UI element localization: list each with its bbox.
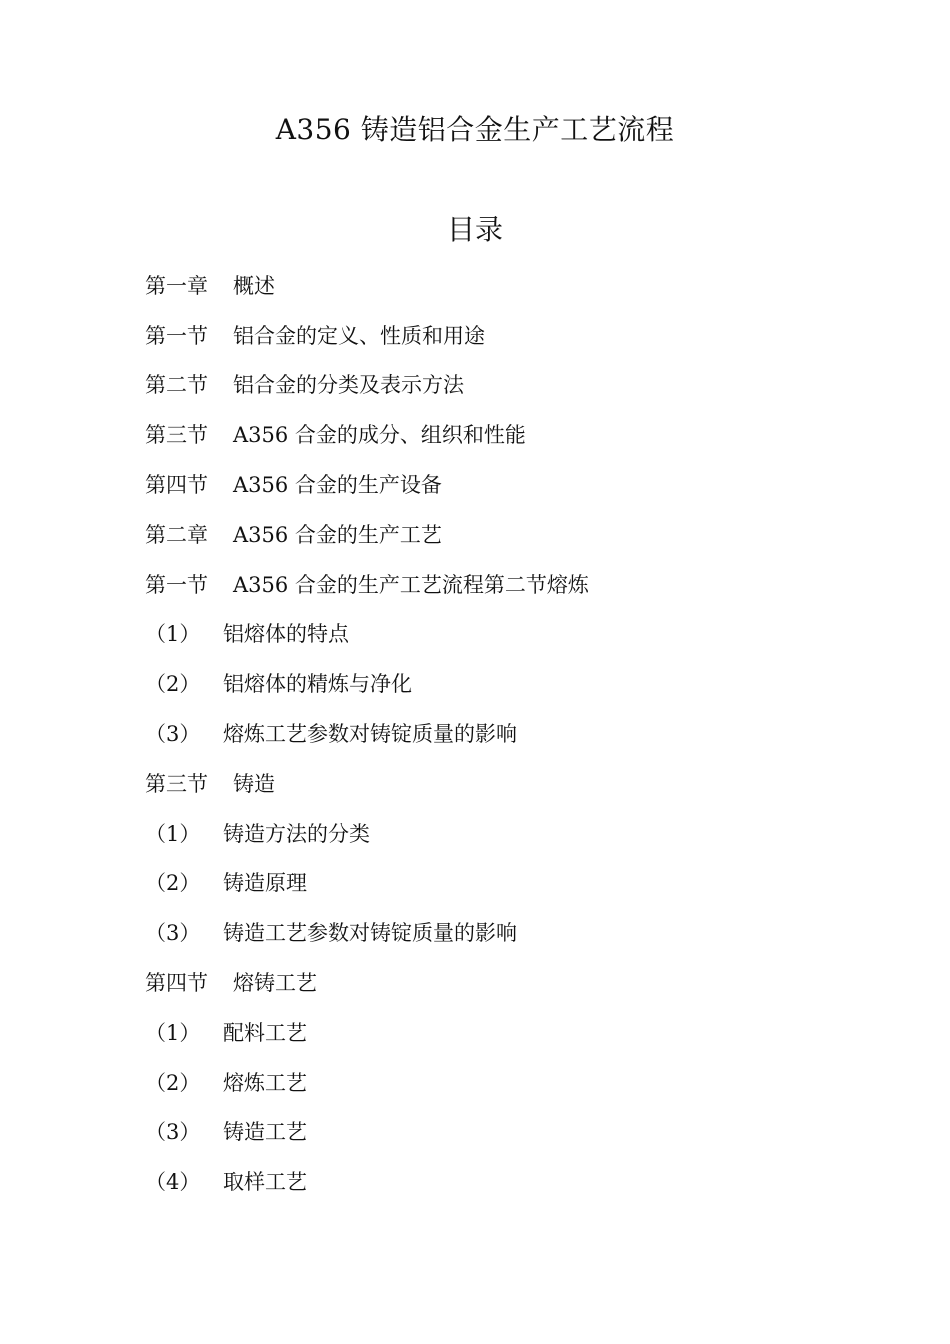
toc-entry-text: 铸造工艺参数对铸锭质量的影响	[223, 921, 517, 946]
toc-entry	[145, 858, 845, 908]
toc-entry-text: 熔铸工艺	[233, 971, 317, 996]
toc-entry-number: 第三节	[145, 771, 208, 796]
toc-entry-number: （3）	[145, 921, 201, 946]
toc-entry-text: A356 合金的生产工艺	[233, 522, 442, 547]
toc-entry-text: A356 合金的生产工艺流程第二节熔炼	[233, 572, 589, 597]
toc-entry	[145, 658, 845, 708]
toc-entry	[145, 1156, 845, 1206]
toc-entry	[145, 957, 845, 1007]
toc-entry	[145, 907, 845, 957]
toc-entry	[145, 360, 845, 410]
toc-entry-number: （2）	[145, 672, 201, 697]
toc-entry-text: 取样工艺	[223, 1170, 307, 1195]
toc-entry	[145, 260, 845, 310]
toc-entry-number: 第三节	[145, 423, 208, 448]
toc-entry	[145, 609, 845, 659]
toc-entry-number: （1）	[145, 622, 201, 647]
toc-entry	[145, 409, 845, 459]
toc-entry	[145, 559, 845, 609]
toc-entry-text: 铝合金的分类及表示方法	[233, 373, 464, 398]
toc-entry-text: 熔炼工艺	[223, 1070, 307, 1095]
toc-entry-number: 第二章	[145, 522, 208, 547]
toc-entry	[145, 1107, 845, 1157]
toc-entry	[145, 310, 845, 360]
toc-entry	[145, 459, 845, 509]
toc-entry-number: 第一节	[145, 572, 208, 597]
toc-entry-number: （1）	[145, 821, 201, 846]
table-of-contents	[145, 260, 845, 1206]
toc-entry-number: 第四节	[145, 971, 208, 996]
toc-entry-number: 第一章	[145, 273, 208, 298]
toc-entry	[145, 509, 845, 559]
toc-entry	[145, 758, 845, 808]
toc-entry-text: 铝熔体的精炼与净化	[223, 672, 412, 697]
toc-entry-text: 铝合金的定义、性质和用途	[233, 323, 485, 348]
toc-entry-text: 铸造方法的分类	[223, 821, 370, 846]
document-title: A356 铸造铝合金生产工艺流程	[275, 113, 675, 146]
toc-entry-text: 铝熔体的特点	[223, 622, 349, 647]
toc-entry-number: （2）	[145, 1070, 201, 1095]
toc-entry	[145, 1007, 845, 1057]
toc-entry-text: 概述	[233, 273, 275, 298]
toc-entry	[145, 808, 845, 858]
toc-entry-text: 铸造	[233, 771, 275, 796]
toc-entry-number: （3）	[145, 1120, 201, 1145]
toc-entry-number: 第二节	[145, 373, 208, 398]
toc-entry-text: 熔炼工艺参数对铸锭质量的影响	[223, 722, 517, 747]
toc-entry	[145, 708, 845, 758]
toc-entry-number: （1）	[145, 1020, 201, 1045]
toc-entry-text: 配料工艺	[223, 1020, 307, 1045]
toc-entry-text: A356 合金的成分、组织和性能	[233, 423, 526, 448]
toc-entry-text: A356 合金的生产设备	[233, 473, 442, 498]
toc-entry-number: （3）	[145, 722, 201, 747]
toc-entry-number: （2）	[145, 871, 201, 896]
toc-entry-number: （4）	[145, 1170, 201, 1195]
toc-entry-text: 铸造工艺	[223, 1120, 307, 1145]
toc-heading: 目录	[446, 213, 503, 246]
toc-entry-number: 第四节	[145, 473, 208, 498]
toc-entry-text: 铸造原理	[223, 871, 307, 896]
toc-entry	[145, 1057, 845, 1107]
toc-entry-number: 第一节	[145, 323, 208, 348]
